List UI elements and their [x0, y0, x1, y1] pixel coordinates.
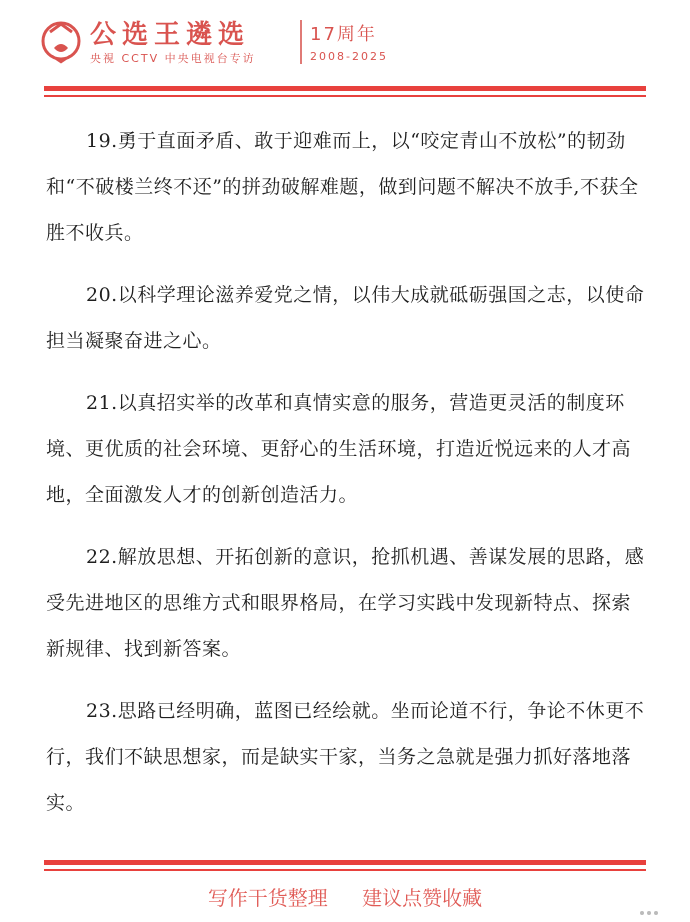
bottom-rule-thin [44, 869, 646, 871]
paragraph-21: 21.以真招实举的改革和真情实意的服务，营造更灵活的制度环境、更优质的社会环境、更舒心的生活环境，打造近悦远来的人才高地，全面激发人才的创新创造活力。 [46, 392, 632, 506]
footer-left-text: 写作干货整理 [207, 886, 328, 910]
page-footer [0, 882, 690, 911]
paragraph-20: 20.以科学理论滋养爱党之情，以伟大成就砥砺强国之志，以使命担当凝聚奋进之心。 [46, 284, 645, 352]
brand-name: 公选王遴选 [90, 20, 251, 50]
more-dots-icon[interactable] [640, 900, 670, 910]
paragraph-23: 23.思路已经明确，蓝图已经绘就。坐而论道不行，争论不休更不行，我们不缺思想家，而是缺实干家，当务之急就是强力抓好落地落实。 [46, 700, 645, 814]
bottom-rule-thick [44, 860, 646, 865]
anniversary-label: 17周年 [310, 24, 377, 45]
top-rule-thin [44, 95, 646, 97]
brand-logo-icon [40, 18, 82, 64]
page-header [0, 0, 690, 80]
header-divider [300, 20, 302, 64]
top-rule-thick [44, 86, 646, 91]
paragraph-22: 22.解放思想、开拓创新的意识，抢抓机遇、善谋发展的思路，感受先进地区的思维方式和眼界格局，在学习实践中发现新特点、探索新规律、找到新答案。 [46, 546, 645, 660]
paragraph-19: 19.勇于直面矛盾、敢于迎难而上，以“咬定青山不放松”的韧劲和“不破楼兰终不还”的拼劲破解难题，做到问题不解决不放手,不获全胜不收兵。 [46, 130, 639, 244]
footer-right-text: 建议点赞收藏 [362, 886, 483, 910]
anniversary-years: 2008-2025 [310, 50, 388, 63]
article-body [46, 118, 646, 842]
brand-tagline: 央視 CCTV 中央电视台专访 [90, 52, 256, 65]
